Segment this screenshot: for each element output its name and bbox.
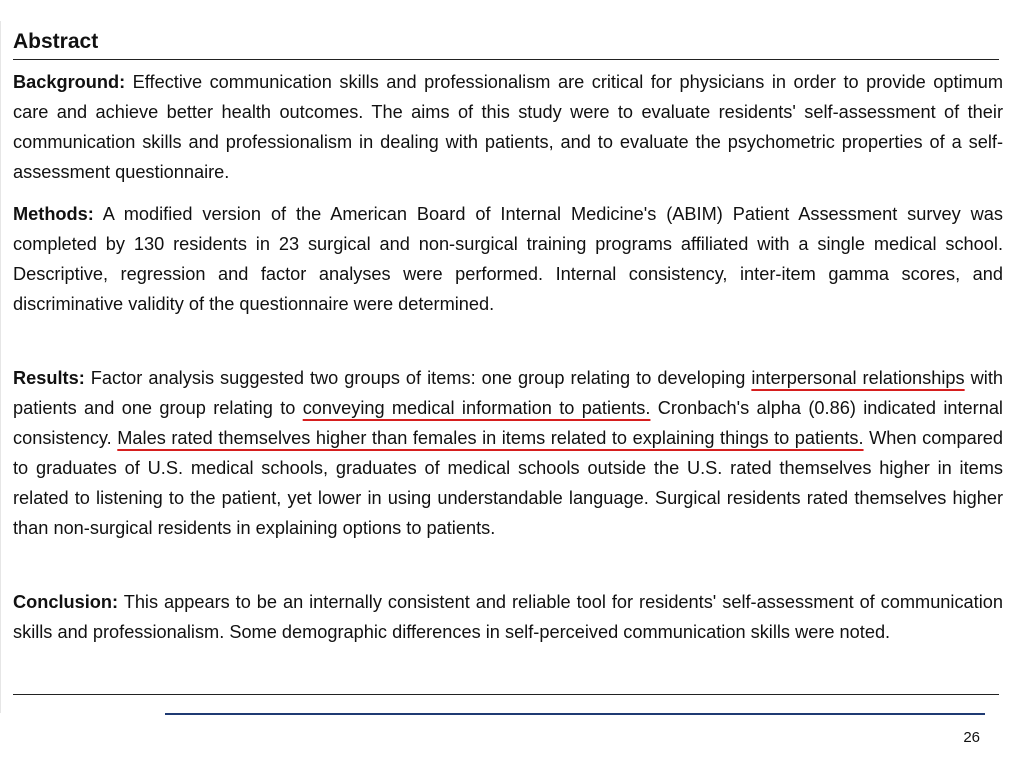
results-text-2: with patients and one group relating to — [13, 368, 1003, 418]
methods-label: Methods: — [13, 204, 94, 224]
highlight-conveying-medical-information: conveying medical information to patients. — [302, 398, 651, 418]
abstract-title: Abstract — [13, 30, 99, 53]
bottom-divider — [13, 694, 999, 695]
abstract-panel — [0, 21, 1009, 713]
results-section — [13, 363, 1003, 543]
background-section — [13, 67, 1003, 187]
highlight-males-rated-higher: Males rated themselves higher than females in items related to explaining things to patients. — [117, 428, 864, 448]
background-label: Background: — [13, 72, 126, 92]
results-label: Results: — [13, 368, 85, 388]
conclusion-section — [13, 587, 1003, 647]
conclusion-text: This appears to be an internally consistent and reliable tool for residents' self-assessment of communication skills and professionalism. Some demographic differences in self-perceived communication skills were noted. — [13, 592, 1003, 642]
slide-page-number: 26 — [963, 729, 980, 746]
background-text: Effective communication skills and professionalism are critical for physicians in order to provide optimum care and achieve better health outcomes. The aims of this study were to evaluate residents' self-assessment of their communication skills and professionalism in dealing with patients, and to evaluate the psychometric properties of a self-assessment questionnaire. — [13, 72, 1003, 182]
results-text-3: Cronbach's alpha (0.86) indicated internal consistency. — [13, 398, 1003, 448]
highlight-interpersonal-relationships: interpersonal relationships — [751, 368, 965, 388]
conclusion-label: Conclusion: — [13, 592, 119, 612]
slide-accent-line — [165, 713, 985, 715]
methods-section — [13, 199, 1003, 319]
title-divider — [13, 59, 999, 60]
results-text-4: When compared to graduates of U.S. medical schools, graduates of medical schools outside the U.S. rated themselves higher in items related to listening to the patient, yet lower in using understandable language. Surgical residents rated themselves higher than non-surgical residents in explaining options to patients. — [13, 428, 1004, 538]
results-text-1: Factor analysis suggested two groups of items: one group relating to developing — [90, 368, 746, 388]
methods-text: A modified version of the American Board of Internal Medicine's (ABIM) Patient Assessment survey was completed by 130 residents in 23 surgical and non-surgical training programs affiliated with a single medical school. Descriptive, regression and factor analyses were performed. Internal consistency, inter-item gamma scores, and discriminative validity of the questionnaire were determined. — [13, 204, 1003, 314]
